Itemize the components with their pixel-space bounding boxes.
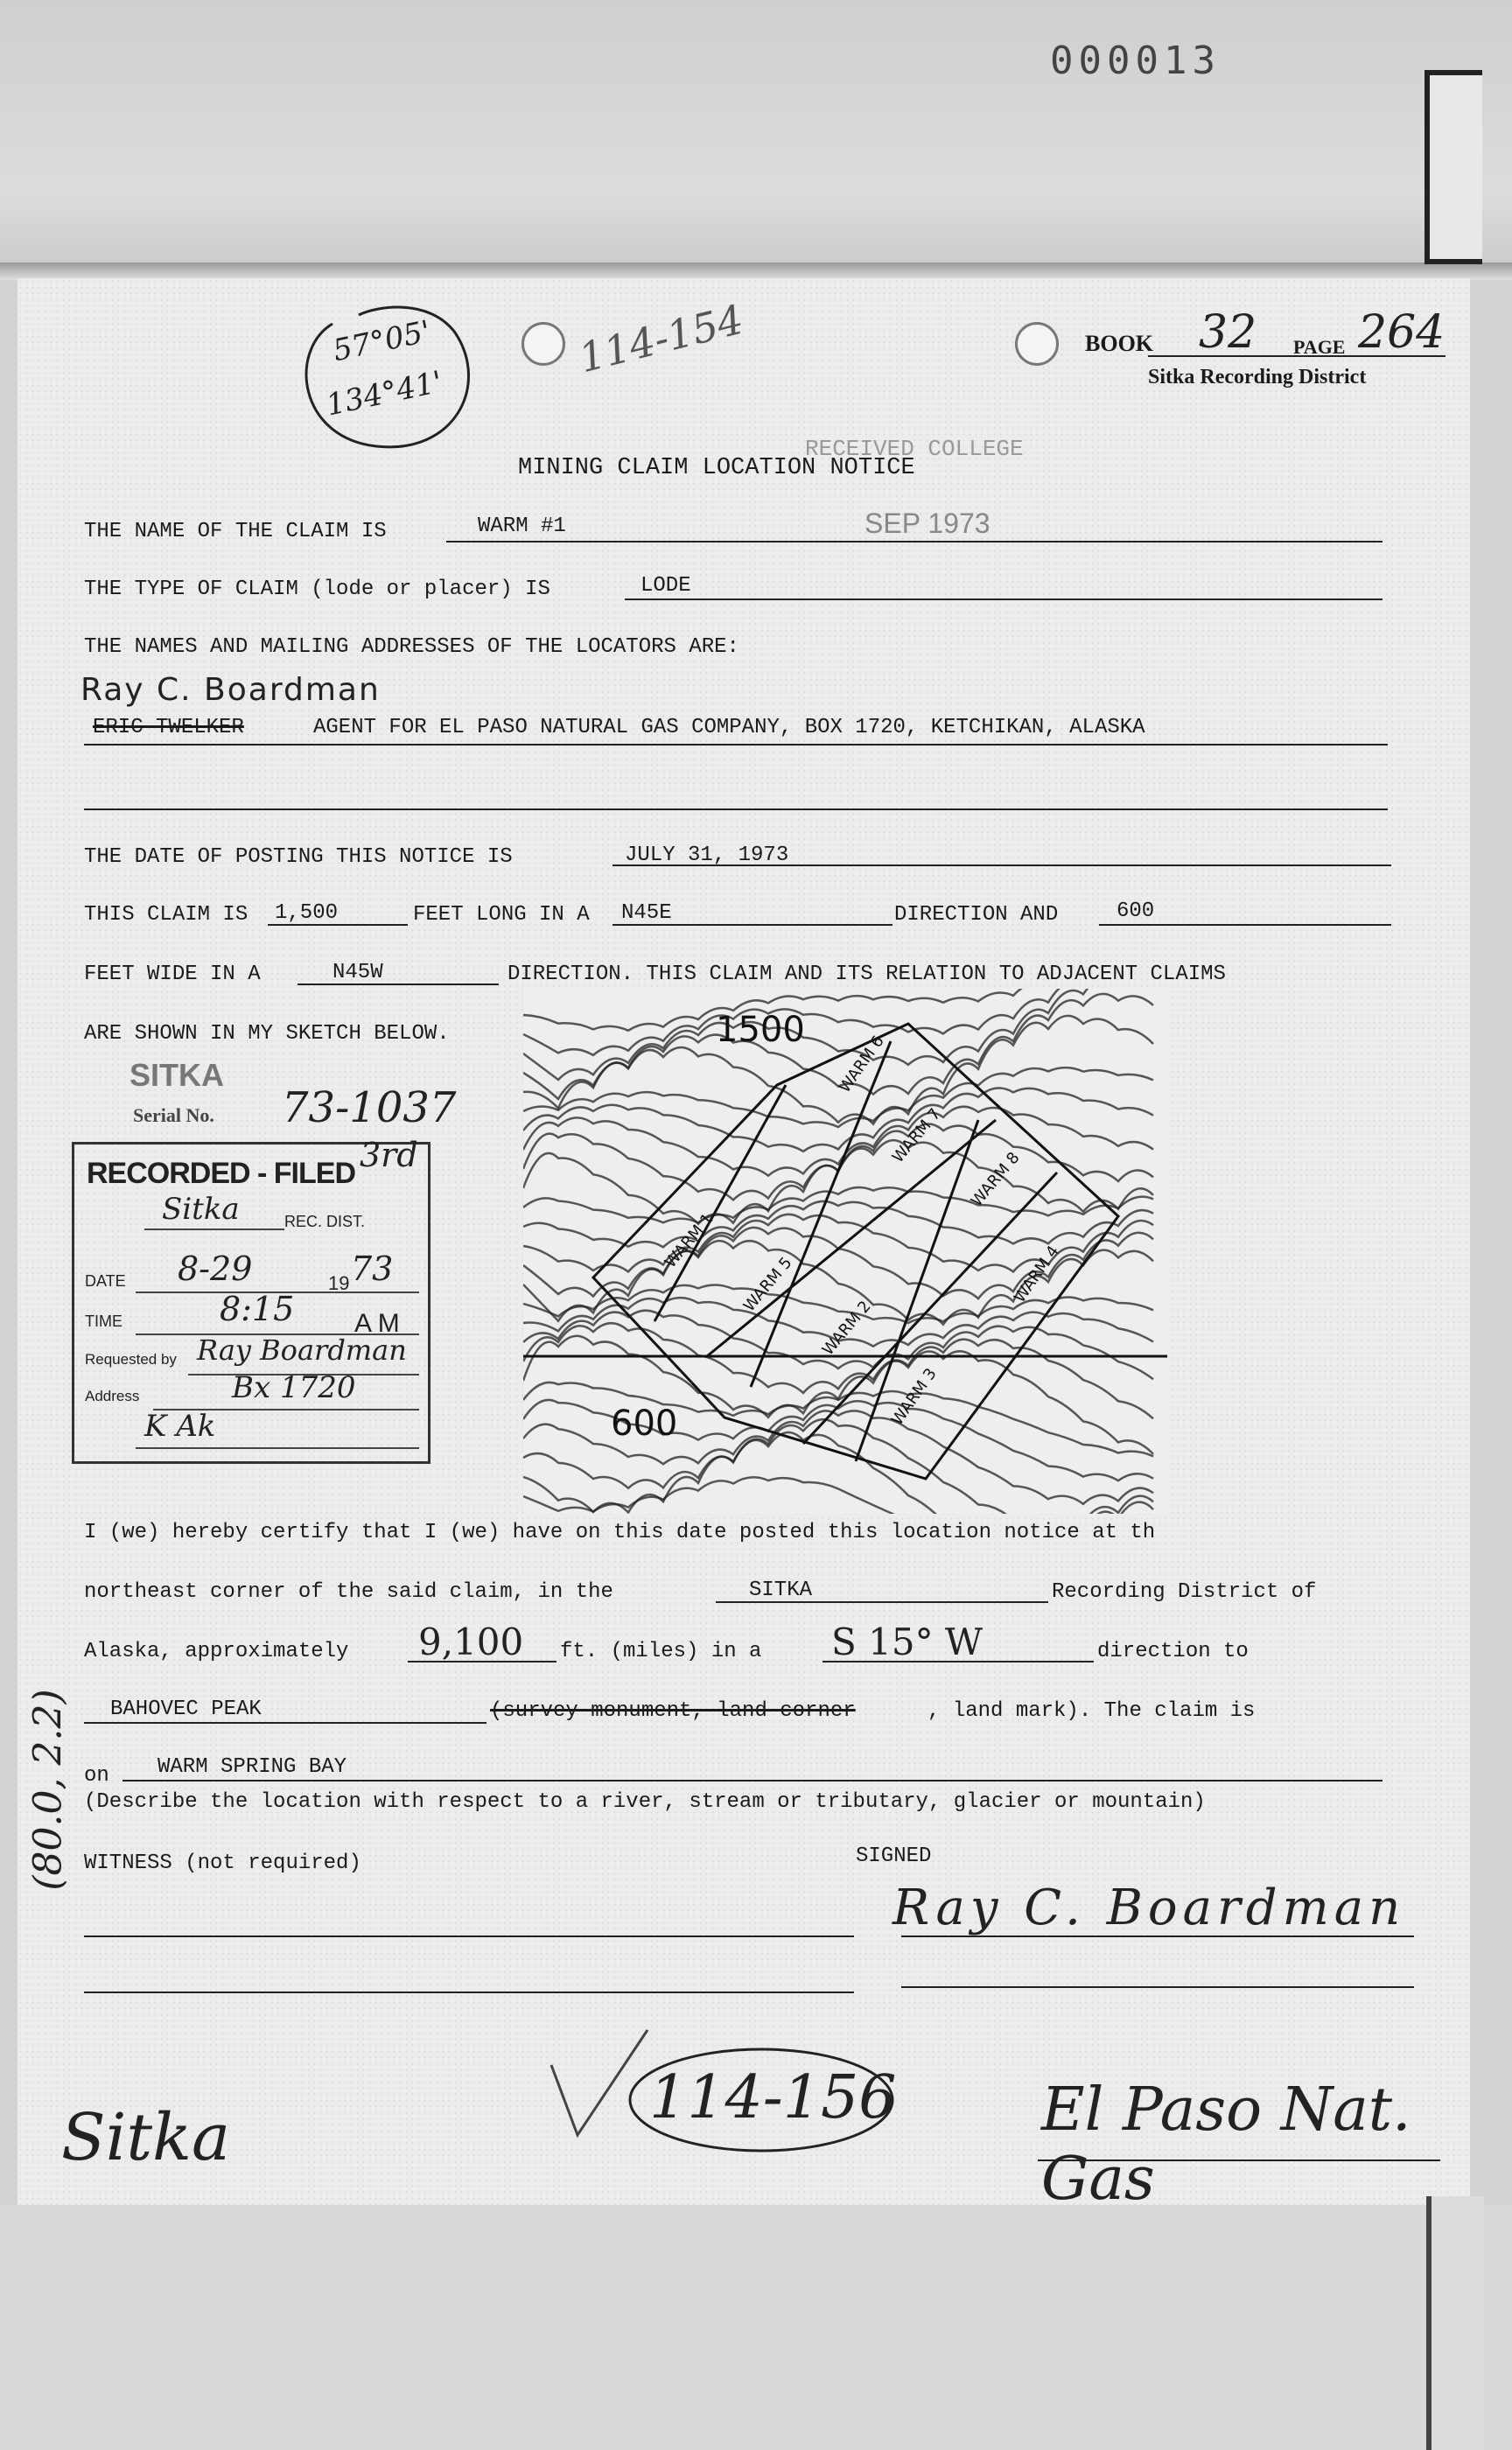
sketch-label-top: 1500 — [716, 1010, 805, 1050]
witness-line-2 — [84, 1992, 854, 1993]
signature: Ray C. Boardman — [892, 1880, 1406, 1936]
landmark-struck: (survey monument, land corner — [490, 1699, 856, 1723]
stamp-year-prefix: 19 — [328, 1272, 350, 1294]
received-stamp: RECEIVED COLLEGE — [805, 436, 1024, 462]
form-title: MINING CLAIM LOCATION NOTICE — [518, 455, 915, 481]
locator-handwritten: Ray C. Boardman — [80, 672, 381, 708]
locator-address: AGENT FOR EL PASO NATURAL GAS COMPANY, BOX 1720, KETCHIKAN, ALASKA — [313, 716, 1145, 739]
contour-line — [523, 1432, 1153, 1514]
fold-line — [0, 262, 1512, 280]
book-label: BOOK — [1085, 331, 1154, 356]
bottom-strip — [0, 2205, 1512, 2450]
claim-label: WARM 2 — [818, 1297, 875, 1360]
stamp-year-value: 73 — [351, 1250, 394, 1288]
contour-line — [523, 1228, 1153, 1298]
claim-sketch-map — [523, 989, 1167, 1514]
coords-lat: 57°05' — [330, 313, 434, 369]
margin-note: (80.0, 2.2) — [25, 1689, 71, 1891]
contour-line — [523, 989, 1153, 1031]
claim-name-line — [446, 541, 1382, 542]
claim-name-value: WARM #1 — [478, 514, 566, 538]
locator-struck: ERIC TWELKER — [93, 716, 244, 739]
punch-hole — [522, 322, 565, 366]
locator-line-2 — [84, 808, 1388, 810]
contour-line — [523, 1016, 1153, 1124]
landmark-value: BAHOVEC PEAK — [110, 1698, 262, 1721]
claim-label: WARM 5 — [739, 1253, 796, 1316]
stamp-district-label: REC. DIST. — [284, 1213, 366, 1230]
width-direction: N45W — [332, 961, 383, 984]
page-label: PAGE — [1293, 336, 1346, 358]
certify-line-3c: direction to — [1097, 1640, 1249, 1663]
stamp-date-label: DATE — [85, 1272, 126, 1290]
serial-number: 73-1037 — [282, 1083, 457, 1132]
width-value-line — [1099, 924, 1391, 926]
length-line — [268, 924, 408, 926]
certify-line-2a: northeast corner of the said claim, in the — [84, 1580, 613, 1604]
book-number: 32 — [1199, 306, 1257, 359]
document-number: 000013 — [1050, 38, 1221, 83]
binder-tab-bottom — [1426, 2196, 1484, 2450]
length-direction: N45E — [621, 901, 672, 925]
recording-stamp-box — [72, 1136, 430, 1464]
contour-line — [523, 1201, 1153, 1247]
serial-label: Serial No. — [133, 1104, 214, 1126]
location-line — [122, 1780, 1382, 1782]
claim-type-value: LODE — [640, 574, 691, 598]
claim-label: WARM 8 — [967, 1148, 1024, 1211]
stamp-line — [136, 1447, 419, 1449]
landmark-tail: , land mark). The claim is — [928, 1699, 1256, 1723]
length-label-b: FEET LONG IN A — [413, 903, 590, 927]
certify-line-2b: Recording District of — [1052, 1580, 1317, 1604]
stamp-city: SITKA — [130, 1057, 224, 1093]
district-value: SITKA — [749, 1578, 813, 1602]
page-number: 264 — [1358, 306, 1446, 359]
claim-label: WARM 3 — [887, 1364, 941, 1429]
company-underline — [1038, 2160, 1440, 2161]
certify-line-3b: ft. (miles) in a — [560, 1640, 762, 1663]
stamp-title: RECORDED - FILED — [87, 1157, 355, 1190]
stamp-time-ampm: A M — [354, 1309, 400, 1338]
locator-line-1 — [84, 744, 1388, 746]
sketch-label-bottom: 600 — [611, 1404, 678, 1444]
width-label-b: DIRECTION. THIS CLAIM AND ITS RELATION TO ADJACENT CLAIMS — [508, 962, 1226, 986]
sketch-label: ARE SHOWN IN MY SKETCH BELOW. — [84, 1022, 450, 1046]
stamp-time-label: TIME — [85, 1312, 122, 1330]
footer-company: El Paso Nat. Gas — [1041, 2076, 1411, 2214]
signed-line-1 — [901, 1936, 1414, 1937]
coords-lon: 134°41' — [323, 364, 446, 424]
locators-label: THE NAMES AND MAILING ADDRESSES OF THE LOCATORS ARE: — [84, 635, 739, 659]
on-label: on — [84, 1764, 109, 1788]
claim-type-label: THE TYPE OF CLAIM (lode or placer) IS — [84, 578, 550, 601]
claim-label: WARM 4 — [1010, 1242, 1063, 1306]
stamp-time-value: 8:15 — [220, 1290, 295, 1328]
claim-label: WARM 7 — [888, 1104, 945, 1167]
contour-line — [523, 1104, 1153, 1176]
footer-map-ref: 114-156 — [649, 2063, 897, 2132]
top-strip — [0, 0, 1512, 278]
footer-sitka: Sitka — [61, 2100, 231, 2175]
stamp-address-line2: K Ak — [144, 1409, 216, 1444]
length-label-c: DIRECTION AND — [894, 903, 1059, 927]
stamp-line — [144, 1228, 284, 1230]
width-direction-line — [298, 984, 499, 985]
binder-tab — [1424, 70, 1482, 264]
stamp-requested-label: Requested by — [85, 1351, 177, 1368]
recording-district: Sitka Recording District — [1148, 366, 1367, 388]
claim-name-label: THE NAME OF THE CLAIM IS — [84, 520, 387, 543]
claim-label: WARM 1 — [661, 1209, 718, 1272]
signed-line-2 — [901, 1986, 1414, 1988]
length-label-a: THIS CLAIM IS — [84, 903, 248, 927]
bearing-value: S 15° W — [831, 1620, 984, 1663]
stamp-district-hand: Sitka — [162, 1192, 240, 1227]
stamp-date-value: 8-29 — [178, 1250, 253, 1288]
received-date: SEP 1973 — [864, 508, 990, 539]
book-underline — [1148, 355, 1446, 357]
claim-label: WARM 6 — [835, 1032, 888, 1096]
length-value: 1,500 — [275, 901, 339, 925]
witness-label: WITNESS (not required) — [84, 1852, 361, 1875]
punch-hole — [1015, 322, 1059, 366]
claim-type-line — [625, 598, 1382, 600]
stamp-requested-value: Ray Boardman — [197, 1334, 407, 1367]
contour-line — [523, 1068, 1153, 1127]
stamp-address-line1: Bx 1720 — [232, 1370, 356, 1405]
width-value: 600 — [1116, 900, 1155, 923]
landmark-line — [84, 1722, 486, 1724]
map-ref: 114-154 — [574, 295, 748, 382]
posting-date-label: THE DATE OF POSTING THIS NOTICE IS — [84, 845, 513, 869]
topo-svg — [523, 989, 1167, 1514]
claim-divider — [803, 1172, 1057, 1444]
stamp-title-suffix: 3rd — [360, 1136, 418, 1174]
contour-line — [523, 1088, 1153, 1151]
certify-line-1: I (we) hereby certify that I (we) have on this date posted this location notice at th — [84, 1521, 1156, 1544]
width-label-a: FEET WIDE IN A — [84, 962, 261, 986]
describe-label: (Describe the location with respect to a river, stream or tributary, glacier or mountain) — [84, 1790, 1206, 1814]
district-line — [716, 1601, 1048, 1603]
witness-line-1 — [84, 1936, 854, 1937]
posting-date-line — [612, 864, 1391, 866]
contour-line — [523, 989, 1153, 1080]
bearing-line — [822, 1661, 1094, 1662]
certify-line-3a: Alaska, approximately — [84, 1640, 349, 1663]
posting-date-value: JULY 31, 1973 — [625, 844, 789, 867]
stamp-address-label: Address — [85, 1388, 140, 1404]
location-value: WARM SPRING BAY — [158, 1755, 347, 1779]
distance-line — [408, 1661, 556, 1662]
distance-value: 9,100 — [418, 1620, 524, 1663]
signed-label: SIGNED — [856, 1844, 932, 1868]
length-direction-line — [612, 924, 892, 926]
